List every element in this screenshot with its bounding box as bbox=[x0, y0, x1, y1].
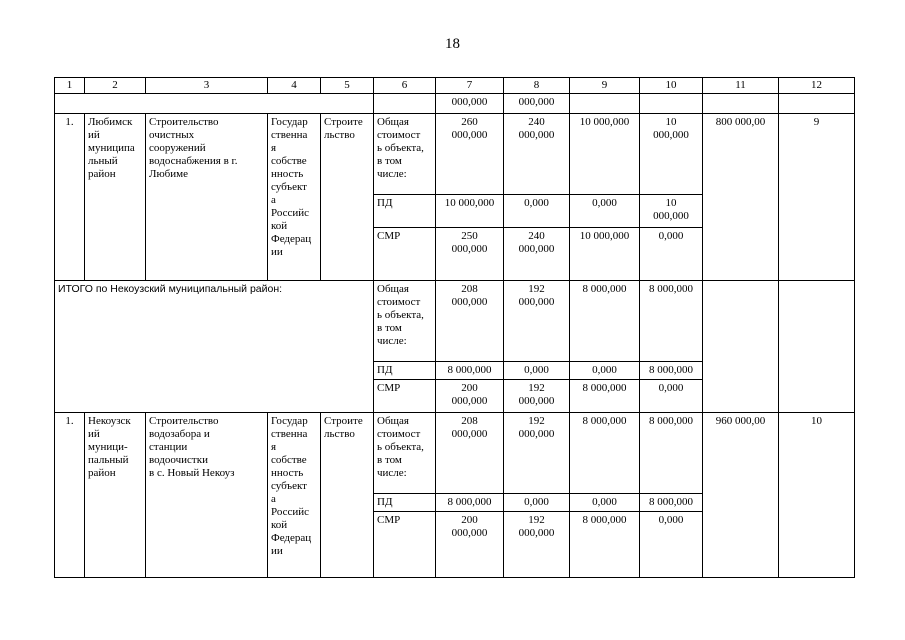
value-cell: 192 000,000 bbox=[504, 281, 570, 362]
work-type-cell: Строите льство bbox=[321, 413, 374, 578]
header-cell: 10 bbox=[640, 78, 703, 94]
value-cell: 0,000 bbox=[504, 362, 570, 380]
header-cell: 2 bbox=[85, 78, 146, 94]
value-cell: 8 000,000 bbox=[570, 413, 640, 494]
value-cell: 10 000,000 bbox=[570, 228, 640, 281]
smr-label: СМР bbox=[374, 512, 436, 578]
smr-label: СМР bbox=[374, 380, 436, 413]
carry-cell-7: 000,000 bbox=[436, 94, 504, 114]
district-cell: Некоузск ий муници- пальный район bbox=[85, 413, 146, 578]
work-type-cell: Строите льство bbox=[321, 114, 374, 281]
carry-over-row bbox=[55, 94, 855, 114]
total-cost-label: Общая стоимост ь объекта, в том числе: bbox=[374, 413, 436, 494]
page-number: 18 bbox=[445, 36, 460, 52]
value-cell: 8 000,000 bbox=[570, 512, 640, 578]
value-cell: 8 000,000 bbox=[436, 362, 504, 380]
value-cell: 10 000,000 bbox=[640, 195, 703, 228]
table-row bbox=[55, 413, 855, 494]
pd-label: ПД bbox=[374, 362, 436, 380]
value-cell: 0,000 bbox=[504, 195, 570, 228]
value-cell: 260 000,000 bbox=[436, 114, 504, 195]
value-cell: 0,000 bbox=[640, 512, 703, 578]
header-cell: 7 bbox=[436, 78, 504, 94]
value-cell: 200 000,000 bbox=[436, 380, 504, 413]
value-cell: 192 000,000 bbox=[504, 413, 570, 494]
index-cell: 10 bbox=[779, 413, 855, 578]
value-cell: 8 000,000 bbox=[640, 281, 703, 362]
value-cell: 250 000,000 bbox=[436, 228, 504, 281]
amount-cell: 800 000,00 bbox=[703, 114, 779, 281]
carry-empty-cell bbox=[374, 94, 436, 114]
carry-empty-cell bbox=[570, 94, 640, 114]
header-cell: 11 bbox=[703, 78, 779, 94]
value-cell: 0,000 bbox=[504, 494, 570, 512]
value-cell: 208 000,000 bbox=[436, 413, 504, 494]
investment-table bbox=[54, 77, 855, 578]
project-cell: Строительство водозабора и станции водоочистки в с. Новый Некоуз bbox=[146, 413, 268, 578]
value-cell: 8 000,000 bbox=[570, 281, 640, 362]
value-cell: 8 000,000 bbox=[640, 362, 703, 380]
row-number: 1. bbox=[55, 413, 85, 578]
ownership-cell: Государ ственна я собстве нность субъект а Российс кой Федерац ии bbox=[268, 413, 321, 578]
value-cell: 10 000,000 bbox=[570, 114, 640, 195]
carry-cell-8: 000,000 bbox=[504, 94, 570, 114]
value-cell: 200 000,000 bbox=[436, 512, 504, 578]
table-row bbox=[55, 114, 855, 195]
empty-cell bbox=[779, 281, 855, 413]
ownership-cell: Государ ственна я собстве нность субъект а Российс кой Федерац ии bbox=[268, 114, 321, 281]
total-cost-label: Общая стоимост ь объекта, в том числе: bbox=[374, 114, 436, 195]
carry-empty-cell bbox=[779, 94, 855, 114]
value-cell: 10 000,000 bbox=[640, 114, 703, 195]
header-cell: 1 bbox=[55, 78, 85, 94]
amount-cell: 960 000,00 bbox=[703, 413, 779, 578]
carry-empty-cell bbox=[55, 94, 374, 114]
value-cell: 0,000 bbox=[640, 380, 703, 413]
header-cell: 9 bbox=[570, 78, 640, 94]
carry-empty-cell bbox=[703, 94, 779, 114]
value-cell: 192 000,000 bbox=[504, 380, 570, 413]
project-cell: Строительство очистных сооружений водоснабжения в г. Любиме bbox=[146, 114, 268, 281]
value-cell: 8 000,000 bbox=[436, 494, 504, 512]
header-cell: 8 bbox=[504, 78, 570, 94]
value-cell: 192 000,000 bbox=[504, 512, 570, 578]
header-cell: 12 bbox=[779, 78, 855, 94]
empty-cell bbox=[703, 281, 779, 413]
header-cell: 4 bbox=[268, 78, 321, 94]
value-cell: 10 000,000 bbox=[436, 195, 504, 228]
index-cell: 9 bbox=[779, 114, 855, 281]
total-cost-label: Общая стоимост ь объекта, в том числе: bbox=[374, 281, 436, 362]
header-row bbox=[55, 78, 855, 94]
carry-empty-cell bbox=[640, 94, 703, 114]
value-cell: 240 000,000 bbox=[504, 228, 570, 281]
value-cell: 8 000,000 bbox=[640, 413, 703, 494]
value-cell: 0,000 bbox=[640, 228, 703, 281]
smr-label: СМР bbox=[374, 228, 436, 281]
value-cell: 240 000,000 bbox=[504, 114, 570, 195]
value-cell: 8 000,000 bbox=[570, 380, 640, 413]
district-cell: Любимск ий муниципа льный район bbox=[85, 114, 146, 281]
value-cell: 0,000 bbox=[570, 362, 640, 380]
pd-label: ПД bbox=[374, 494, 436, 512]
table-row bbox=[55, 281, 855, 362]
value-cell: 0,000 bbox=[570, 494, 640, 512]
header-cell: 3 bbox=[146, 78, 268, 94]
row-number: 1. bbox=[55, 114, 85, 281]
header-cell: 5 bbox=[321, 78, 374, 94]
itogo-label: ИТОГО по Некоузский муниципальный район: bbox=[55, 281, 374, 413]
value-cell: 208 000,000 bbox=[436, 281, 504, 362]
value-cell: 0,000 bbox=[570, 195, 640, 228]
header-cell: 6 bbox=[374, 78, 436, 94]
value-cell: 8 000,000 bbox=[640, 494, 703, 512]
pd-label: ПД bbox=[374, 195, 436, 228]
